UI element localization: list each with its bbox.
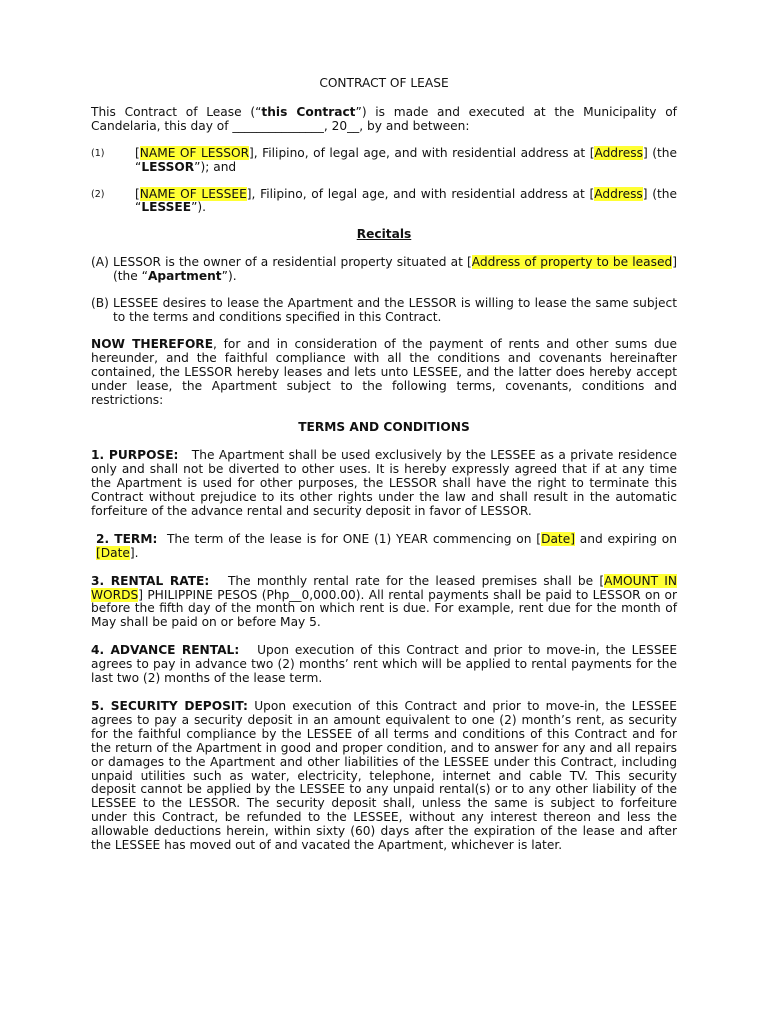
recital-label: (A) — [91, 255, 109, 270]
document-body — [91, 77, 677, 853]
party-number: (1) — [91, 147, 105, 159]
terms-heading: TERMS AND CONDITIONS — [298, 420, 470, 435]
lessor-address-placeholder: Address — [594, 145, 643, 160]
start-date-placeholder: Date] — [541, 531, 575, 546]
clause-rental-rate — [91, 575, 677, 631]
text-fragment: ”). — [221, 269, 237, 284]
intro-text-1: This Contract of Lease (“ — [91, 104, 262, 119]
text-fragment: [ — [135, 186, 140, 201]
lessee-name-placeholder: NAME OF LESSEE — [139, 186, 247, 201]
recital-label: (B) — [91, 296, 109, 311]
text-fragment: ”); and — [194, 159, 237, 174]
text-fragment: ]. — [129, 545, 139, 560]
text-fragment: and expiring on — [574, 531, 677, 546]
text-fragment: ] (the “ — [135, 186, 678, 215]
now-therefore-label: NOW THEREFORE — [91, 336, 214, 351]
text-fragment: ] (the “ — [113, 255, 677, 284]
intro-text-2: ”) is made and executed at the Municipality of Candelaria, this day of _______________, 20__, by and between: — [91, 104, 677, 133]
clause-term — [91, 533, 677, 561]
apartment-term: Apartment — [147, 269, 222, 284]
now-therefore-paragraph — [91, 338, 677, 408]
clause-text: The Apartment shall be used exclusively by the LESSEE as a private residence only and shall not be diverted to other uses. It is hereby expressly agreed that if at any time the Apartment is used for other purposes, the LESSOR shall have the right to terminate this Contract without prejudice to its other rights under the law and shall result in the automatic forfeiture of the advance rental and security deposit in favor of LESSOR. — [91, 448, 677, 518]
clause-label: 3. RENTAL RATE: — [91, 573, 210, 588]
recital-b — [91, 297, 677, 325]
end-date-placeholder: [Date — [96, 545, 130, 560]
recital-b-text: LESSEE desires to lease the Apartment and the LESSOR is willing to lease the same subject to the terms and conditions specified in this Contract. — [113, 296, 677, 324]
party-number: (2) — [91, 188, 105, 200]
clause-security-deposit — [91, 700, 677, 853]
text-fragment: ] (the “ — [135, 145, 678, 174]
party-lessor-text — [135, 147, 677, 175]
party-lessee-text — [135, 188, 677, 216]
property-address-placeholder: Address of property to be leased — [471, 255, 673, 270]
clause-label: 1. PURPOSE: — [91, 448, 179, 463]
party-lessor — [91, 147, 677, 175]
clause-label: 5. SECURITY DEPOSIT: — [91, 699, 248, 713]
clause-advance-rental — [91, 644, 677, 686]
clause-label: 4. ADVANCE RENTAL: — [91, 643, 240, 658]
text-fragment: ], Filipino, of legal age, and with residential address at [ — [249, 145, 595, 160]
text-fragment: ”). — [191, 200, 207, 215]
text-fragment: The term of the lease is for ONE (1) YEAR commencing on [ — [166, 531, 542, 546]
intro-paragraph — [91, 106, 677, 134]
lessor-name-placeholder: NAME OF LESSOR — [139, 145, 250, 160]
clause-text: Upon execution of this Contract and prior to move-in, the LESSEE agrees to pay in advance two (2) months’ rent which will be applied to rental payments for the last two (2) months of the lease term. — [91, 643, 678, 686]
lessee-address-placeholder: Address — [594, 186, 643, 201]
intro-contract-term: this Contract — [261, 104, 356, 119]
clause-text: Upon execution of this Contract and prior to move-in, the LESSEE agrees to pay a security deposit in an amount equivalent to one (2) month’s rent, as security for the faithful compliance by the LESSEE of all terms and conditions of this Contract and for the return of the Apartment in good and proper condition, and to answer for any and all repairs or damages to the Apartment and other liabilities of the LESSEE under this Contract, including unpaid utilities such as water, electricity, telephone, internet and cable TV. This security deposit cannot be applied by the LESSEE to any unpaid rental(s) or to any other liability of the LESSEE to the LESSOR. The security deposit shall, unless the same is subject to forfeiture under this Contract, be refunded to the LESSEE, without any interest thereon and less the allowable deductions herein, within sixty (60) days after the expiration of the lease and after the LESSEE has moved out of and vacated the Apartment, whichever is later. — [91, 699, 677, 853]
lessee-role: LESSEE — [141, 200, 192, 215]
text-fragment: ] PHILIPPINE PESOS (Php__0,000.00). All rental payments shall be paid to LESSOR on or before the fifth day of the month on which rent is due. For example, rent due for the month of May shall be paid on or before May 5. — [91, 587, 677, 630]
text-fragment: [ — [135, 145, 140, 160]
document-title: CONTRACT OF LEASE — [319, 76, 449, 90]
text-fragment: ], Filipino, of legal age, and with residential address at [ — [246, 186, 595, 201]
recital-a — [91, 256, 677, 284]
amount-in-words-placeholder: AMOUNT IN WORDS — [91, 573, 678, 602]
text-fragment: The monthly rental rate for the leased premises shall be [ — [227, 573, 605, 588]
text-fragment: , for and in consideration of the payment of rents and other sums due hereunder, and the faithful compliance with all the conditions and covenants hereinafter contained, the LESSOR hereby leases and lets unto LESSEE, and the latter does hereby accept under lease, the Apartment subject to the following terms, covenants, conditions and restrictions: — [91, 336, 677, 407]
lessor-role: LESSOR — [141, 159, 195, 174]
party-lessee — [91, 188, 677, 216]
recitals-heading: Recitals — [356, 227, 412, 242]
clause-purpose — [91, 449, 677, 519]
clause-label: 2. TERM: — [96, 531, 158, 546]
recital-a-text — [113, 256, 677, 284]
text-fragment: LESSOR is the owner of a residential property situated at [ — [113, 255, 472, 270]
